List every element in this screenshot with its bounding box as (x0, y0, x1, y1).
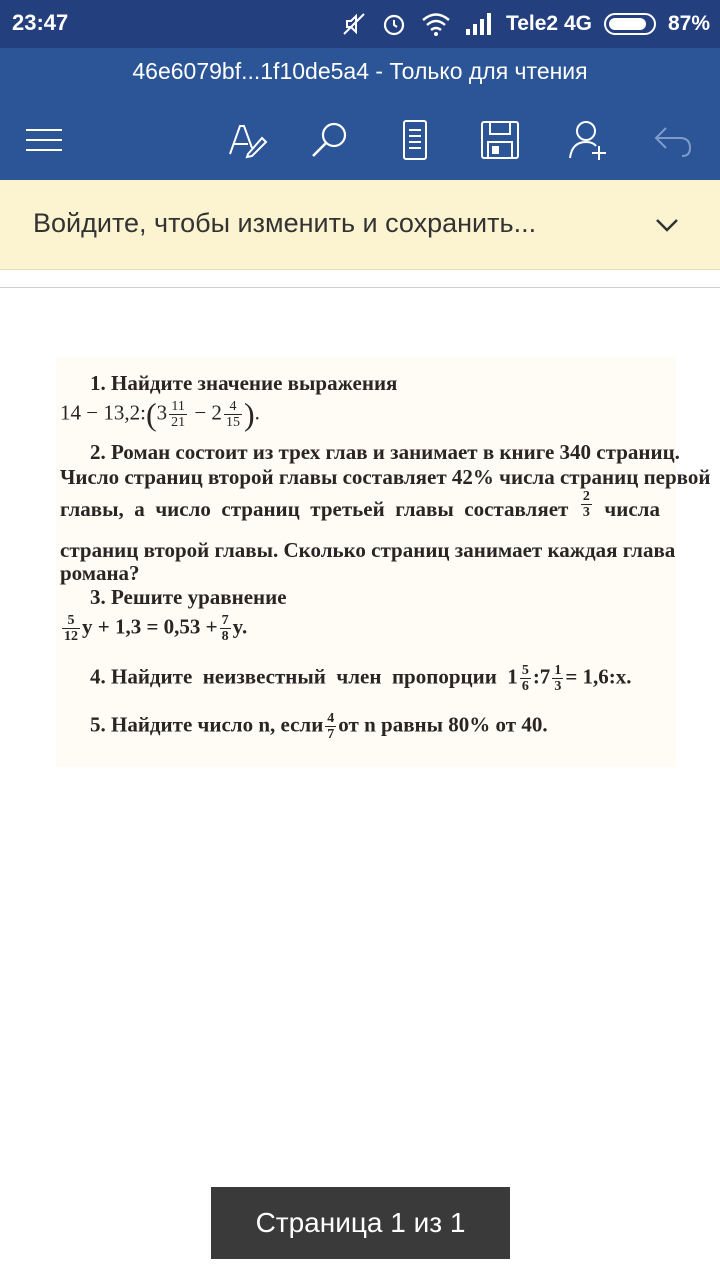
battery-percent: 87% (667, 12, 710, 35)
app-header (0, 48, 720, 180)
share-button[interactable] (558, 110, 618, 170)
sign-in-banner[interactable] (0, 180, 720, 270)
save-button[interactable] (470, 110, 530, 170)
save-icon (478, 118, 522, 162)
mute-icon (340, 10, 368, 38)
chevron-down-icon[interactable] (652, 210, 682, 240)
signal-icon (464, 11, 494, 37)
problem-2-line-1: 2. Роман состоит из трех глав и занимает в книге 340 страниц. (90, 440, 680, 464)
battery-icon (604, 13, 656, 35)
status-icons (340, 8, 710, 40)
toolbar (0, 110, 720, 172)
banner-text: Войдите, чтобы изменить и сохранить... (33, 208, 537, 238)
menu-button[interactable] (14, 110, 74, 170)
edit-button[interactable] (216, 110, 276, 170)
problem-2-line-4: страниц второй главы. Сколько страниц занимает каждая глава (60, 538, 676, 562)
problem-3-title: 3. Решите уравнение (90, 585, 287, 609)
search-icon (308, 118, 352, 162)
undo-icon (652, 118, 696, 162)
document-title: 46e6079bf...1f10de5a4 - Только для чтения (132, 58, 588, 84)
problem-2-line-3: главы, а число страниц третьей главы составляет $\frac{2}{3}$ числа (60, 489, 660, 521)
divider (0, 270, 720, 288)
page-indicator: Страница 1 из 1 (211, 1187, 510, 1259)
mobile-view-icon (393, 118, 437, 162)
problem-1-title: 1. Найдите значение выражения (90, 371, 398, 395)
document-page (0, 289, 720, 1280)
edit-icon (224, 118, 268, 162)
search-button[interactable] (300, 110, 360, 170)
problem-1-expression: 14 − 13,2:(3 $\frac{11}{21}$ − 2 $\frac{4}{15}$ ). (60, 396, 260, 432)
problem-3-equation: $\frac{5}{12}$ y + 1,3 = 0,53 + $\frac{7}{8}$ y. (64, 613, 248, 644)
carrier-label: Tele2 4G (505, 12, 592, 35)
undo-button[interactable] (644, 110, 704, 170)
document-image (56, 357, 711, 767)
problem-5: 5. Найдите число n, если $\frac{4}{7}$ от n равны 80% от 40. (90, 711, 548, 742)
problem-4: 4. Найдите неизвестный член пропорции 1 $\frac{5}{6}$ :7 $\frac{1}{3}$ = 1,6:x. (90, 663, 632, 694)
wifi-icon (420, 10, 452, 38)
problem-2-line-5: романа? (60, 561, 140, 585)
menu-icon (22, 118, 66, 162)
alarm-icon (380, 10, 408, 38)
problem-2-line-2: Число страниц второй главы составляет 42% числа страниц первой (60, 465, 711, 489)
status-time: 23:47 (12, 10, 69, 35)
status-bar (0, 0, 720, 48)
mobile-view-button[interactable] (385, 110, 445, 170)
share-icon (566, 118, 610, 162)
